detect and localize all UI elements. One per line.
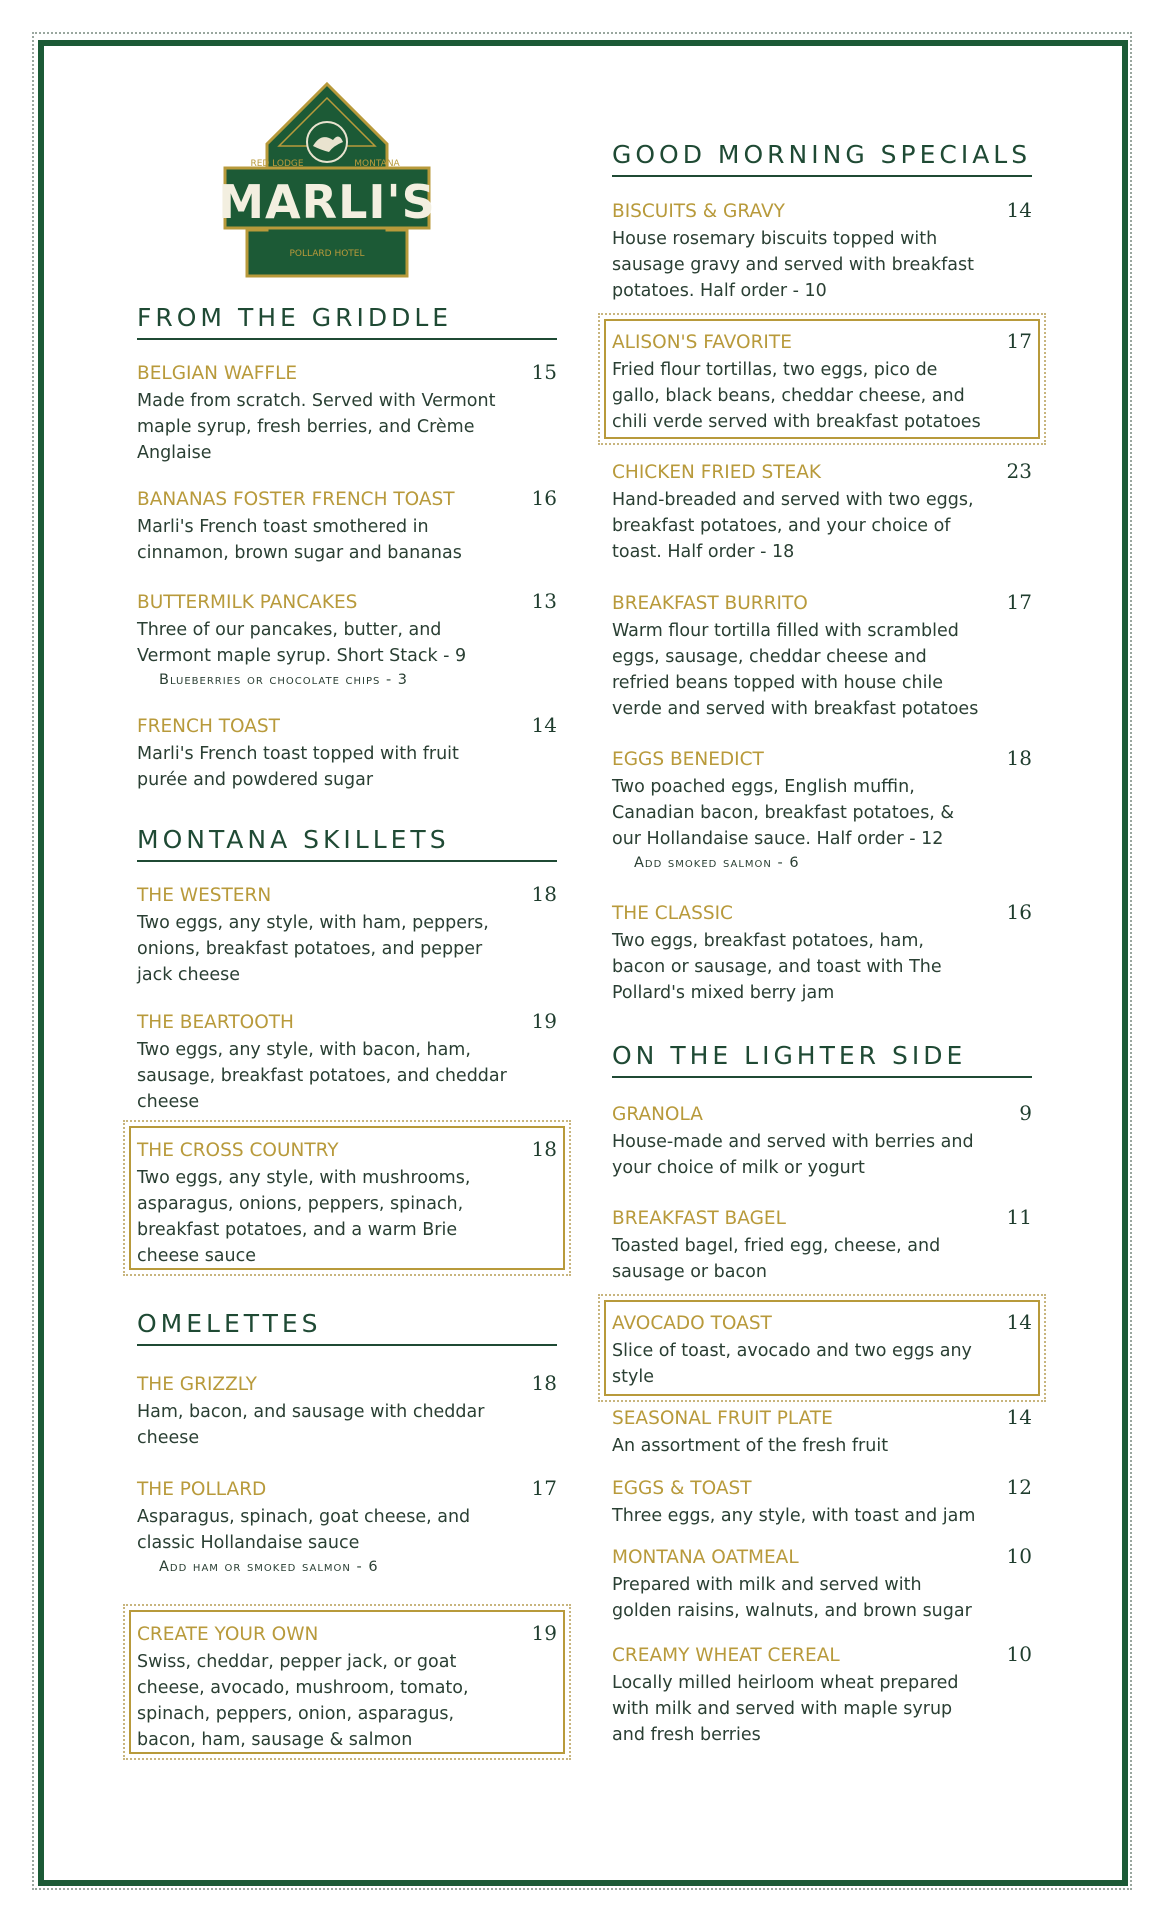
marlis-logo [217,80,437,290]
menu-item [612,459,1032,565]
menu-item-featured [612,1310,1032,1390]
logo-left-text: RED LODGE [250,159,304,169]
item-name: BREAKFAST BURRITO [612,593,808,614]
item-note: Add smoked salmon - 6 [634,855,800,871]
item-description: An assortment of the fresh fruit [612,1436,889,1456]
menu-item [137,882,557,988]
item-description: Swiss, cheddar, pepper jack, or goat cheese, avocado, mushroom, tomato, spinach, peppers, onion, asparagus, bacon, ham, sausage & salmon [137,1652,469,1750]
item-name: THE CROSS COUNTRY [137,1140,339,1161]
item-price: 11 [1006,1205,1032,1229]
menu-item [137,589,557,691]
item-price: 14 [1006,198,1032,222]
item-price: 15 [531,360,557,384]
item-name: EGGS BENEDICT [612,749,764,770]
item-description: Three eggs, any style, with toast and jam [612,1506,976,1526]
item-name: CREAMY WHEAT CEREAL [612,1645,840,1666]
item-name: THE CLASSIC [612,903,733,924]
item-description: Made from scratch. Served with Vermont maple syrup, fresh berries, and Crème Anglaise [137,391,496,463]
item-price: 16 [1006,900,1032,924]
menu-item [612,590,1032,722]
item-name: AVOCADO TOAST [612,1313,772,1334]
item-description: House-made and served with berries and your choice of milk or yogurt [612,1132,974,1178]
item-description: Marli's French toast smothered in cinnamon, brown sugar and bananas [137,517,462,563]
menu-item [612,198,1032,304]
item-name: BISCUITS & GRAVY [612,201,785,222]
logo-bottom-text: POLLARD HOTEL [289,249,365,259]
menu-item [137,360,557,466]
logo-right-text: MONTANA [354,159,400,169]
item-description: Two eggs, breakfast potatoes, ham, bacon or sausage, and toast with The Pollard's mixed berry jam [612,931,942,1003]
item-name: EGGS & TOAST [612,1478,752,1499]
item-price: 13 [531,589,557,613]
item-description: Three of our pancakes, butter, and Vermont maple syrup. Short Stack - 9 [137,620,467,666]
menu-item [137,1009,557,1115]
item-name: SEASONAL FRUIT PLATE [612,1408,833,1429]
section-title-specials: GOOD MORNING SPECIALS [612,140,1032,177]
section-title-skillets: MONTANA SKILLETS [137,825,557,862]
item-note: Add ham or smoked salmon - 6 [159,1559,379,1575]
item-description: Two eggs, any style, with mushrooms, asparagus, onions, peppers, spinach, breakfast potatoes, and a warm Brie cheese sauce [137,1168,471,1266]
menu-item [612,1642,1032,1748]
item-name: MONTANA OATMEAL [612,1547,799,1568]
item-name: THE WESTERN [137,885,272,906]
item-description: Ham, bacon, and sausage with cheddar cheese [137,1402,485,1448]
menu-item [612,746,1032,874]
menu-item [137,713,557,793]
section-title-lighter: ON THE LIGHTER SIDE [612,1041,1032,1078]
item-price: 23 [1006,459,1032,483]
menu-item-featured [612,329,1032,435]
item-price: 17 [531,1476,557,1500]
item-price: 16 [531,486,557,510]
menu-item [137,1476,557,1578]
section-title-griddle: FROM THE GRIDDLE [137,303,557,340]
item-description: Two poached eggs, English muffin, Canadian bacon, breakfast potatoes, & our Hollandaise sauce. Half order - 12 [612,777,955,849]
item-description: Fried flour tortillas, two eggs, pico de gallo, black beans, cheddar cheese, and chili verde served with breakfast potatoes [612,360,981,432]
menu-item [612,900,1032,1006]
item-price: 9 [1019,1101,1032,1125]
menu-item [612,1475,1032,1529]
menu-item-featured [137,1621,557,1753]
item-price: 12 [1006,1475,1032,1499]
item-description: Toasted bagel, fried egg, cheese, and sausage or bacon [612,1236,941,1282]
item-price: 10 [1006,1544,1032,1568]
item-price: 18 [1006,746,1032,770]
item-name: CHICKEN FRIED STEAK [612,462,822,483]
item-price: 18 [531,1137,557,1161]
item-price: 14 [1006,1405,1032,1429]
item-price: 14 [1006,1310,1032,1334]
menu-item-featured [137,1137,557,1269]
item-name: THE POLLARD [137,1479,267,1500]
item-description: Locally milled heirloom wheat prepared with milk and served with maple syrup and fresh berries [612,1673,959,1745]
item-description: Marli's French toast topped with fruit purée and powdered sugar [137,744,459,790]
item-name: BANANAS FOSTER FRENCH TOAST [137,489,455,510]
item-description: Two eggs, any style, with ham, peppers, onions, breakfast potatoes, and pepper jack cheese [137,913,489,985]
item-name: GRANOLA [612,1104,703,1125]
menu-item [612,1205,1032,1285]
item-price: 18 [531,882,557,906]
item-name: BUTTERMILK PANCAKES [137,592,358,613]
item-note: Blueberries or chocolate chips - 3 [159,672,409,688]
menu-item [612,1405,1032,1459]
item-price: 14 [531,713,557,737]
item-name: BREAKFAST BAGEL [612,1208,786,1229]
logo-name: MARLI'S [218,175,436,229]
menu-item [612,1544,1032,1624]
item-price: 10 [1006,1642,1032,1666]
menu-item [612,1101,1032,1181]
item-price: 19 [531,1621,557,1645]
item-name: CREATE YOUR OWN [137,1624,319,1645]
item-price: 18 [531,1371,557,1395]
item-name: BELGIAN WAFFLE [137,363,298,384]
item-description: Warm flour tortilla filled with scrambled eggs, sausage, cheddar cheese and refried beans topped with house chile verde and served with breakfast potatoes [612,621,979,719]
item-name: THE GRIZZLY [137,1374,257,1395]
menu-item [137,1371,557,1451]
item-description: Hand-breaded and served with two eggs, breakfast potatoes, and your choice of toast. Half order - 18 [612,490,974,562]
item-price: 19 [531,1009,557,1033]
section-title-omelettes: OMELETTES [137,1309,557,1346]
item-name: THE BEARTOOTH [137,1012,294,1033]
item-price: 17 [1006,590,1032,614]
item-name: ALISON'S FAVORITE [612,332,792,353]
menu-item [137,486,557,566]
item-description: Slice of toast, avocado and two eggs any style [612,1341,972,1387]
item-description: House rosemary biscuits topped with sausage gravy and served with breakfast potatoes. Half order - 10 [612,229,974,301]
item-description: Two eggs, any style, with bacon, ham, sausage, breakfast potatoes, and cheddar cheese [137,1040,507,1112]
item-price: 17 [1006,329,1032,353]
item-name: FRENCH TOAST [137,716,280,737]
item-description: Prepared with milk and served with golden raisins, walnuts, and brown sugar [612,1575,972,1621]
item-description: Asparagus, spinach, goat cheese, and classic Hollandaise sauce [137,1507,471,1553]
